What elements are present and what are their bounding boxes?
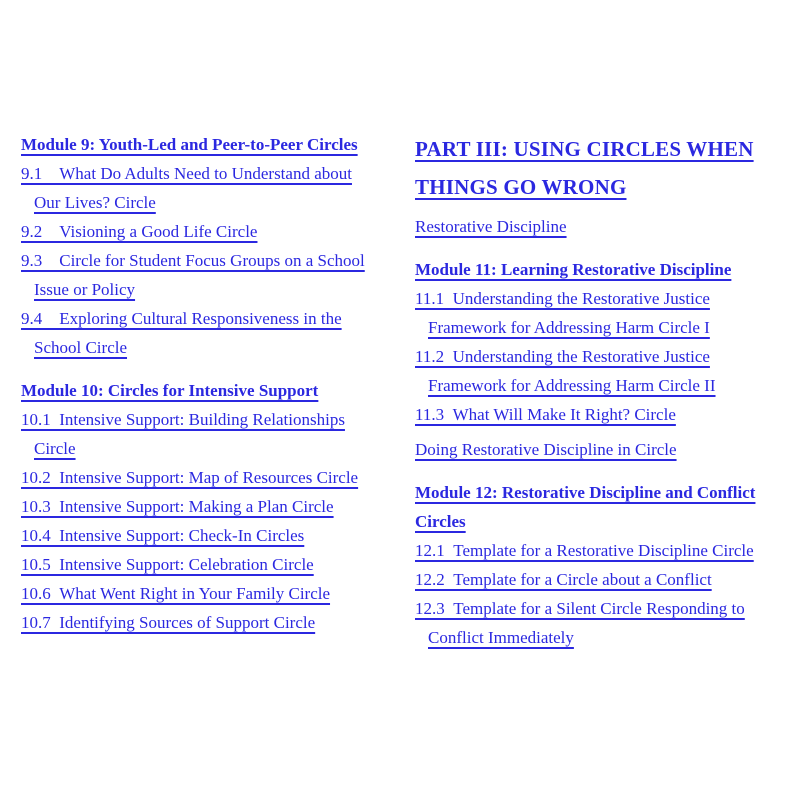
toc-line: 11.2 Understanding the Restorative Justice: [415, 347, 710, 366]
toc-item-link-10-5[interactable]: [21, 550, 383, 579]
toc-item-link-11-1[interactable]: [415, 284, 799, 342]
module-12-heading-link[interactable]: [415, 478, 799, 536]
toc-item-link-9-3[interactable]: [21, 246, 383, 304]
section-link-restorative-discipline[interactable]: [415, 212, 799, 241]
toc-entry-9-4: [21, 304, 383, 362]
toc-entry-9-2: [21, 217, 383, 246]
toc-entry-11-3: [415, 400, 799, 429]
toc-line: 10.6 What Went Right in Your Family Circle: [21, 584, 331, 603]
toc-line: 9.2 Visioning a Good Life Circle: [21, 222, 258, 241]
toc-item-link-10-3[interactable]: [21, 492, 383, 521]
toc-module-9-heading: [21, 130, 383, 159]
toc-entry-10-5: [21, 550, 383, 579]
toc-entry-12-2: [415, 565, 799, 594]
part-3-heading-link[interactable]: [415, 130, 799, 206]
toc-line: Conflict Immediately: [428, 628, 574, 647]
toc-column-left: [21, 130, 383, 637]
toc-item-link-12-2[interactable]: [415, 565, 799, 594]
toc-line: 9.3 Circle for Student Focus Groups on a School: [21, 251, 365, 270]
toc-line: 12.1 Template for a Restorative Discipline Circle: [415, 541, 754, 560]
toc-line: PART III: USING CIRCLES WHEN: [415, 137, 754, 161]
toc-line: 11.3 What Will Make It Right? Circle: [415, 405, 676, 424]
toc-line: Module 9: Youth-Led and Peer-to-Peer Circles: [21, 135, 358, 154]
toc-line: 11.1 Understanding the Restorative Justice: [415, 289, 710, 308]
toc-module-11-heading: [415, 255, 799, 284]
module-11-heading-link[interactable]: [415, 255, 799, 284]
toc-line: Framework for Addressing Harm Circle II: [428, 376, 716, 395]
toc-line: 10.2 Intensive Support: Map of Resources Circle: [21, 468, 359, 487]
toc-entry-12-3: [415, 594, 799, 652]
toc-item-link-10-6[interactable]: [21, 579, 383, 608]
toc-line: 9.1 What Do Adults Need to Understand about: [21, 164, 352, 183]
toc-line: 10.3 Intensive Support: Making a Plan Circle: [21, 497, 334, 516]
toc-item-link-10-1[interactable]: [21, 405, 383, 463]
section-link-doing-restorative[interactable]: [415, 435, 799, 464]
toc-item-link-9-2[interactable]: [21, 217, 383, 246]
toc-line: Circle: [34, 439, 76, 458]
toc-item-link-12-3[interactable]: [415, 594, 799, 652]
toc-line: Restorative Discipline: [415, 217, 567, 236]
toc-item-link-12-1[interactable]: [415, 536, 799, 565]
toc-entry-10-4: [21, 521, 383, 550]
toc-entry-doing-restorative: [415, 435, 799, 464]
toc-line: Framework for Addressing Harm Circle I: [428, 318, 710, 337]
toc-column-right: [415, 130, 799, 652]
part-3-heading: [415, 130, 799, 206]
toc-entry-11-2: [415, 342, 799, 400]
toc-module-10-heading: [21, 376, 383, 405]
toc-entry-10-1: [21, 405, 383, 463]
toc-line: THINGS GO WRONG: [415, 175, 627, 199]
module-9-heading-link[interactable]: [21, 130, 383, 159]
toc-line: 10.4 Intensive Support: Check-In Circles: [21, 526, 305, 545]
toc-line: Module 11: Learning Restorative Discipline: [415, 260, 732, 279]
toc-line: Circles: [415, 512, 466, 531]
toc-line: 10.7 Identifying Sources of Support Circle: [21, 613, 316, 632]
toc-line: School Circle: [34, 338, 128, 357]
toc-item-link-11-2[interactable]: [415, 342, 799, 400]
toc-entry-10-6: [21, 579, 383, 608]
toc-entry-10-3: [21, 492, 383, 521]
toc-item-link-10-2[interactable]: [21, 463, 383, 492]
module-10-heading-link[interactable]: [21, 376, 383, 405]
toc-item-link-10-7[interactable]: [21, 608, 383, 637]
toc-entry-9-3: [21, 246, 383, 304]
toc-line: Module 10: Circles for Intensive Support: [21, 381, 319, 400]
toc-line: 12.2 Template for a Circle about a Conflict: [415, 570, 712, 589]
toc-line: Doing Restorative Discipline in Circle: [415, 440, 677, 459]
toc-item-link-9-1[interactable]: [21, 159, 383, 217]
toc-line: 10.1 Intensive Support: Building Relationships: [21, 410, 345, 429]
toc-line: 9.4 Exploring Cultural Responsiveness in the: [21, 309, 342, 328]
toc-line: 12.3 Template for a Silent Circle Responding to: [415, 599, 745, 618]
toc-entry-10-7: [21, 608, 383, 637]
toc-line: 10.5 Intensive Support: Celebration Circle: [21, 555, 314, 574]
toc-item-link-9-4[interactable]: [21, 304, 383, 362]
toc-item-link-11-3[interactable]: [415, 400, 799, 429]
toc-line: Our Lives? Circle: [34, 193, 156, 212]
toc-module-12-heading: [415, 478, 799, 536]
toc-item-link-10-4[interactable]: [21, 521, 383, 550]
toc-entry-9-1: [21, 159, 383, 217]
toc-line: Issue or Policy: [34, 280, 136, 299]
toc-entry-11-1: [415, 284, 799, 342]
toc-line: Module 12: Restorative Discipline and Conflict: [415, 483, 756, 502]
toc-entry-10-2: [21, 463, 383, 492]
toc-entry-restorative-discipline: [415, 212, 799, 241]
toc-entry-12-1: [415, 536, 799, 565]
